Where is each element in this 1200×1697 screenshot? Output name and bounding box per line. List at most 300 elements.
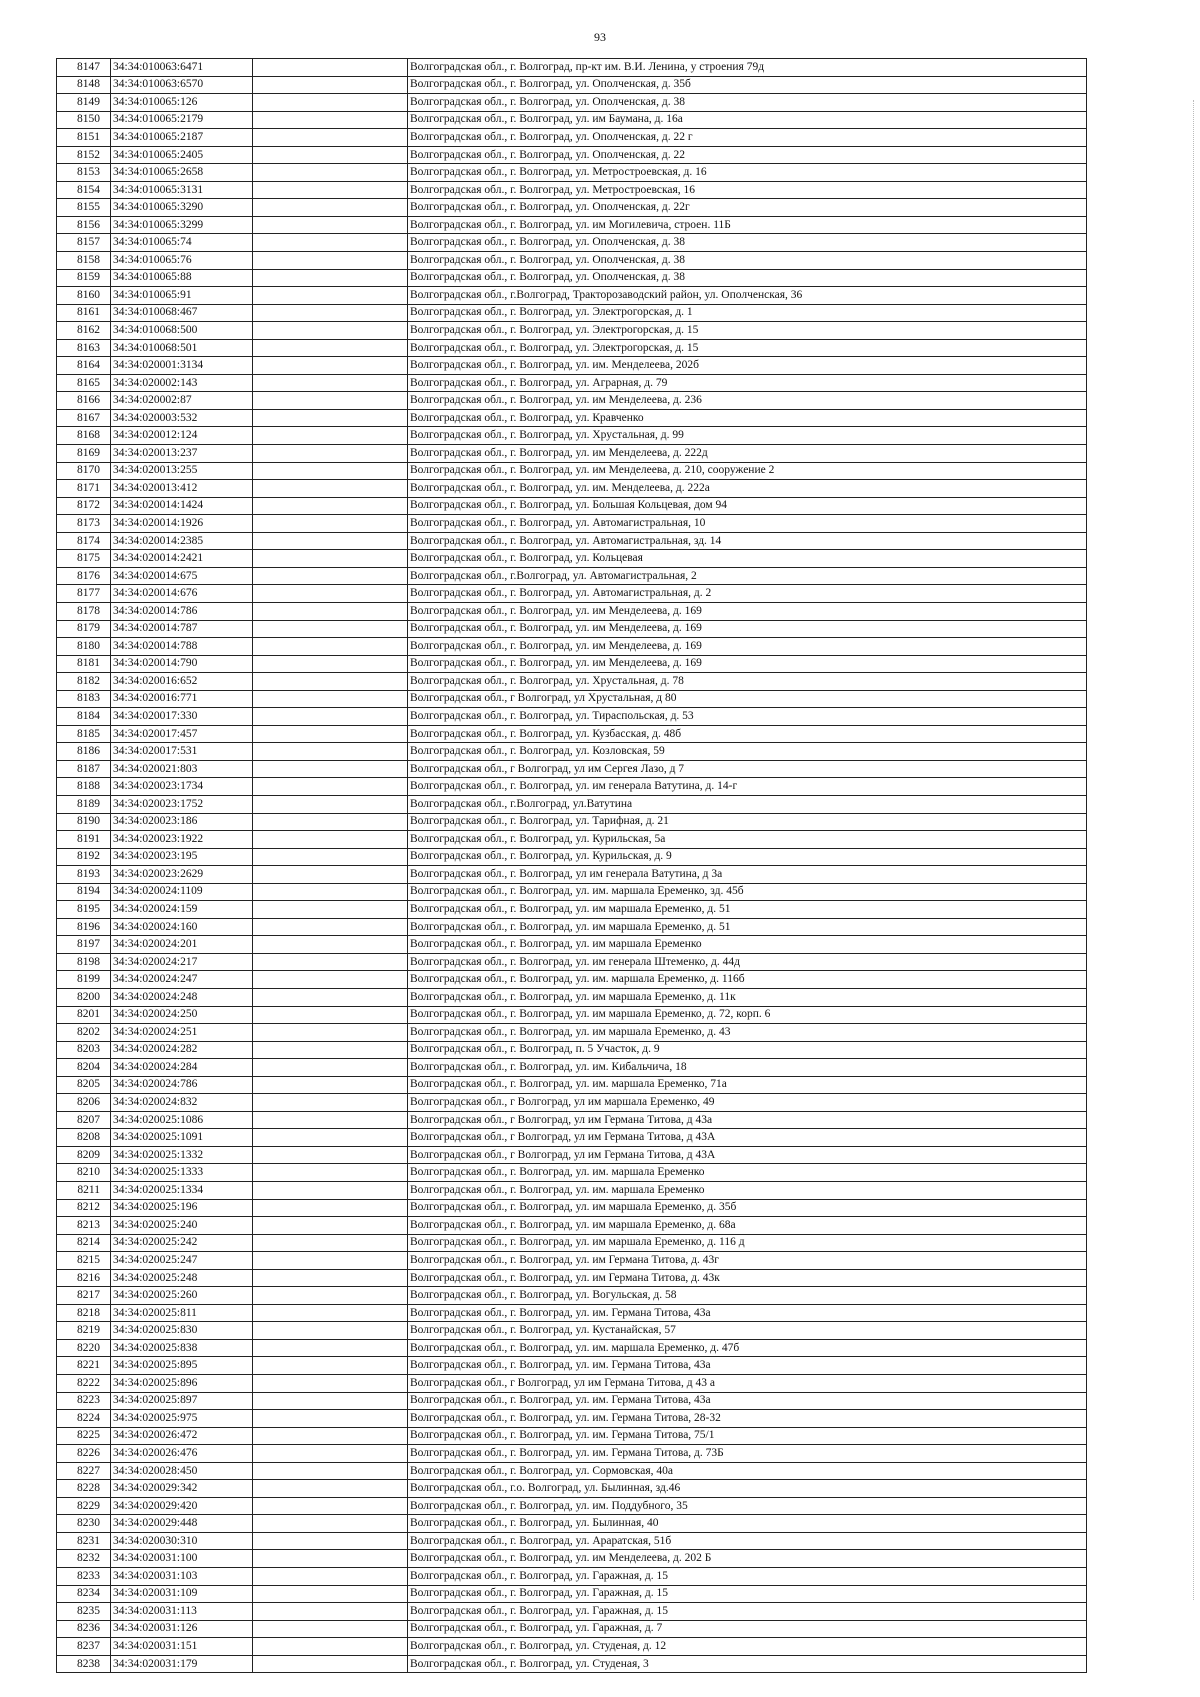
row-number-cell: 8200 bbox=[57, 988, 111, 1006]
address-cell: Волгоградская обл., г. Волгоград, ул. Автомагистральная, зд. 14 bbox=[408, 532, 1087, 550]
address-cell: Волгоградская обл., г. Волгоград, ул. им. Германа Титова, 43а bbox=[408, 1304, 1087, 1322]
row-number-cell: 8203 bbox=[57, 1041, 111, 1059]
address-cell: Волгоградская обл., г. Волгоград, ул. им. маршала Еременко bbox=[408, 1182, 1087, 1200]
table-row bbox=[57, 445, 1087, 463]
cadastral-number-cell: 34:34:020014:2421 bbox=[111, 550, 253, 568]
row-number-cell: 8235 bbox=[57, 1603, 111, 1621]
address-cell: Волгоградская обл., г. Волгоград, ул. им. Германа Титова, 43а bbox=[408, 1357, 1087, 1375]
empty-cell bbox=[253, 743, 408, 761]
row-number-cell: 8196 bbox=[57, 918, 111, 936]
cadastral-number-cell: 34:34:010065:2179 bbox=[111, 111, 253, 129]
table-row bbox=[57, 1129, 1087, 1147]
address-cell: Волгоградская обл., г Волгоград, ул им Сергея Лазо, д 7 bbox=[408, 760, 1087, 778]
empty-cell bbox=[253, 760, 408, 778]
cadastral-number-cell: 34:34:020025:1333 bbox=[111, 1164, 253, 1182]
row-number-cell: 8212 bbox=[57, 1199, 111, 1217]
row-number-cell: 8155 bbox=[57, 199, 111, 217]
row-number-cell: 8160 bbox=[57, 287, 111, 305]
address-cell: Волгоградская обл., г. Волгоград, ул. Кустанайская, 57 bbox=[408, 1322, 1087, 1340]
empty-cell bbox=[253, 532, 408, 550]
empty-cell bbox=[253, 1164, 408, 1182]
cadastral-number-cell: 34:34:020025:247 bbox=[111, 1252, 253, 1270]
table-row bbox=[57, 638, 1087, 656]
cadastral-number-cell: 34:34:020024:786 bbox=[111, 1076, 253, 1094]
empty-cell bbox=[253, 427, 408, 445]
registry-table bbox=[56, 58, 1087, 1673]
address-cell: Волгоградская обл., г. Волгоград, ул. Ополченская, д. 22 г bbox=[408, 129, 1087, 147]
row-number-cell: 8152 bbox=[57, 146, 111, 164]
row-number-cell: 8237 bbox=[57, 1638, 111, 1656]
table-row bbox=[57, 1620, 1087, 1638]
table-row bbox=[57, 795, 1087, 813]
empty-cell bbox=[253, 76, 408, 94]
table-row bbox=[57, 1375, 1087, 1393]
table-row bbox=[57, 1339, 1087, 1357]
empty-cell bbox=[253, 1620, 408, 1638]
row-number-cell: 8166 bbox=[57, 392, 111, 410]
empty-cell bbox=[253, 1252, 408, 1270]
row-number-cell: 8204 bbox=[57, 1059, 111, 1077]
cadastral-number-cell: 34:34:010068:467 bbox=[111, 304, 253, 322]
row-number-cell: 8187 bbox=[57, 760, 111, 778]
cadastral-number-cell: 34:34:020025:975 bbox=[111, 1410, 253, 1428]
empty-cell bbox=[253, 1304, 408, 1322]
empty-cell bbox=[253, 901, 408, 919]
empty-cell bbox=[253, 1339, 408, 1357]
cadastral-number-cell: 34:34:020016:652 bbox=[111, 673, 253, 691]
address-cell: Волгоградская обл., г. Волгоград, ул. им маршала Еременко, д. 35б bbox=[408, 1199, 1087, 1217]
address-cell: Волгоградская обл., г. Волгоград, ул. Автомагистральная, 10 bbox=[408, 515, 1087, 533]
cadastral-number-cell: 34:34:020028:450 bbox=[111, 1462, 253, 1480]
empty-cell bbox=[253, 1111, 408, 1129]
row-number-cell: 8216 bbox=[57, 1269, 111, 1287]
empty-cell bbox=[253, 1024, 408, 1042]
cadastral-number-cell: 34:34:020025:838 bbox=[111, 1339, 253, 1357]
address-cell: Волгоградская обл., г Волгоград, ул им Германа Титова, д 43а bbox=[408, 1111, 1087, 1129]
table-row bbox=[57, 374, 1087, 392]
address-cell: Волгоградская обл., г Волгоград, ул им Германа Титова, д 43А bbox=[408, 1146, 1087, 1164]
table-row bbox=[57, 936, 1087, 954]
empty-cell bbox=[253, 1585, 408, 1603]
row-number-cell: 8156 bbox=[57, 216, 111, 234]
address-cell: Волгоградская обл., г. Волгоград, ул. им маршала Еременко, д. 72, корп. 6 bbox=[408, 1006, 1087, 1024]
empty-cell bbox=[253, 1375, 408, 1393]
table-row bbox=[57, 1322, 1087, 1340]
empty-cell bbox=[253, 1076, 408, 1094]
cadastral-number-cell: 34:34:020025:1332 bbox=[111, 1146, 253, 1164]
table-row bbox=[57, 831, 1087, 849]
row-number-cell: 8224 bbox=[57, 1410, 111, 1428]
row-number-cell: 8162 bbox=[57, 322, 111, 340]
empty-cell bbox=[253, 1287, 408, 1305]
table-row bbox=[57, 1410, 1087, 1428]
address-cell: Волгоградская обл., г Волгоград, ул им маршала Еременко, 49 bbox=[408, 1094, 1087, 1112]
empty-cell bbox=[253, 1392, 408, 1410]
row-number-cell: 8157 bbox=[57, 234, 111, 252]
cadastral-number-cell: 34:34:020031:103 bbox=[111, 1568, 253, 1586]
address-cell: Волгоградская обл., г. Волгоград, ул. Ополченская, д. 38 bbox=[408, 269, 1087, 287]
row-number-cell: 8218 bbox=[57, 1304, 111, 1322]
row-number-cell: 8147 bbox=[57, 59, 111, 77]
address-cell: Волгоградская обл., г. Волгоград, ул. Ополченская, д. 38 bbox=[408, 94, 1087, 112]
table-row bbox=[57, 515, 1087, 533]
empty-cell bbox=[253, 199, 408, 217]
table-row bbox=[57, 708, 1087, 726]
table-row bbox=[57, 1638, 1087, 1656]
row-number-cell: 8185 bbox=[57, 725, 111, 743]
table-row bbox=[57, 1392, 1087, 1410]
address-cell: Волгоградская обл., г. Волгоград, ул. им маршала Еременко, д. 116 д bbox=[408, 1234, 1087, 1252]
cadastral-number-cell: 34:34:010065:3299 bbox=[111, 216, 253, 234]
empty-cell bbox=[253, 1234, 408, 1252]
cadastral-number-cell: 34:34:020014:1424 bbox=[111, 497, 253, 515]
empty-cell bbox=[253, 918, 408, 936]
row-number-cell: 8202 bbox=[57, 1024, 111, 1042]
address-cell: Волгоградская обл., г. Волгоград, ул. им Баумана, д. 16а bbox=[408, 111, 1087, 129]
address-cell: Волгоградская обл., г. Волгоград, ул. им Менделеева, д. 222д bbox=[408, 445, 1087, 463]
address-cell: Волгоградская обл., г.Волгоград, Тракторозаводский район, ул. Ополченская, 36 bbox=[408, 287, 1087, 305]
cadastral-number-cell: 34:34:020025:1334 bbox=[111, 1182, 253, 1200]
table-row bbox=[57, 1550, 1087, 1568]
row-number-cell: 8225 bbox=[57, 1427, 111, 1445]
row-number-cell: 8231 bbox=[57, 1532, 111, 1550]
cadastral-number-cell: 34:34:020024:217 bbox=[111, 953, 253, 971]
empty-cell bbox=[253, 638, 408, 656]
address-cell: Волгоградская обл., г. Волгоград, ул. им генерала Штеменко, д. 44д bbox=[408, 953, 1087, 971]
address-cell: Волгоградская обл., г. Волгоград, ул. Большая Кольцевая, дом 94 bbox=[408, 497, 1087, 515]
row-number-cell: 8236 bbox=[57, 1620, 111, 1638]
row-number-cell: 8164 bbox=[57, 357, 111, 375]
cadastral-number-cell: 34:34:010068:500 bbox=[111, 322, 253, 340]
address-cell: Волгоградская обл., г. Волгоград, ул. им. маршала Еременко, д. 47б bbox=[408, 1339, 1087, 1357]
address-cell: Волгоградская обл., г. Волгоград, ул. им генерала Ватутина, д. 14-г bbox=[408, 778, 1087, 796]
address-cell: Волгоградская обл., г. Волгоград, ул. Электрогорская, д. 15 bbox=[408, 322, 1087, 340]
table-row bbox=[57, 94, 1087, 112]
row-number-cell: 8158 bbox=[57, 252, 111, 270]
address-cell: Волгоградская обл., г. Волгоград, ул. Электрогорская, д. 1 bbox=[408, 304, 1087, 322]
row-number-cell: 8226 bbox=[57, 1445, 111, 1463]
address-cell: Волгоградская обл., г. Волгоград, ул. им. Менделеева, 202б bbox=[408, 357, 1087, 375]
table-row bbox=[57, 357, 1087, 375]
table-row bbox=[57, 673, 1087, 691]
table-row bbox=[57, 1111, 1087, 1129]
address-cell: Волгоградская обл., г. Волгоград, ул. Кравченко bbox=[408, 409, 1087, 427]
cadastral-number-cell: 34:34:020025:811 bbox=[111, 1304, 253, 1322]
cadastral-number-cell: 34:34:020025:895 bbox=[111, 1357, 253, 1375]
cadastral-number-cell: 34:34:010065:2187 bbox=[111, 129, 253, 147]
table-row bbox=[57, 1164, 1087, 1182]
address-cell: Волгоградская обл., г. Волгоград, ул. им Менделеева, д. 169 bbox=[408, 602, 1087, 620]
empty-cell bbox=[253, 953, 408, 971]
cadastral-number-cell: 34:34:020031:100 bbox=[111, 1550, 253, 1568]
cadastral-number-cell: 34:34:020024:282 bbox=[111, 1041, 253, 1059]
row-number-cell: 8188 bbox=[57, 778, 111, 796]
row-number-cell: 8151 bbox=[57, 129, 111, 147]
address-cell: Волгоградская обл., г. Волгоград, ул. им Менделеева, д. 236 bbox=[408, 392, 1087, 410]
cadastral-number-cell: 34:34:020031:151 bbox=[111, 1638, 253, 1656]
empty-cell bbox=[253, 1480, 408, 1498]
table-row bbox=[57, 1515, 1087, 1533]
empty-cell bbox=[253, 497, 408, 515]
cadastral-number-cell: 34:34:020014:2385 bbox=[111, 532, 253, 550]
empty-cell bbox=[253, 725, 408, 743]
cadastral-number-cell: 34:34:020016:771 bbox=[111, 690, 253, 708]
empty-cell bbox=[253, 673, 408, 691]
row-number-cell: 8211 bbox=[57, 1182, 111, 1200]
table-row bbox=[57, 602, 1087, 620]
row-number-cell: 8148 bbox=[57, 76, 111, 94]
address-cell: Волгоградская обл., г. Волгоград, ул. им Могилевича, строен. 11Б bbox=[408, 216, 1087, 234]
empty-cell bbox=[253, 690, 408, 708]
table-row bbox=[57, 725, 1087, 743]
row-number-cell: 8194 bbox=[57, 883, 111, 901]
row-number-cell: 8170 bbox=[57, 462, 111, 480]
table-row bbox=[57, 1427, 1087, 1445]
cadastral-number-cell: 34:34:020024:1109 bbox=[111, 883, 253, 901]
address-cell: Волгоградская обл., г Волгоград, ул им Германа Титова, д 43А bbox=[408, 1129, 1087, 1147]
address-cell: Волгоградская обл., г. Волгоград, ул. им маршала Еременко, д. 51 bbox=[408, 901, 1087, 919]
empty-cell bbox=[253, 1532, 408, 1550]
table-row bbox=[57, 252, 1087, 270]
address-cell: Волгоградская обл., г. Волгоград, ул. Сормовская, 40а bbox=[408, 1462, 1087, 1480]
row-number-cell: 8223 bbox=[57, 1392, 111, 1410]
cadastral-number-cell: 34:34:020013:237 bbox=[111, 445, 253, 463]
address-cell: Волгоградская обл., г. Волгоград, ул. Курильская, д. 9 bbox=[408, 848, 1087, 866]
cadastral-number-cell: 34:34:020014:790 bbox=[111, 655, 253, 673]
address-cell: Волгоградская обл., г. Волгоград, ул. им Германа Титова, д. 43к bbox=[408, 1269, 1087, 1287]
table-row bbox=[57, 988, 1087, 1006]
empty-cell bbox=[253, 1094, 408, 1112]
table-row bbox=[57, 146, 1087, 164]
address-cell: Волгоградская обл., г.Волгоград, ул.Ватутина bbox=[408, 795, 1087, 813]
empty-cell bbox=[253, 585, 408, 603]
table-row bbox=[57, 322, 1087, 340]
table-row bbox=[57, 59, 1087, 77]
cadastral-number-cell: 34:34:010063:6570 bbox=[111, 76, 253, 94]
table-row bbox=[57, 1006, 1087, 1024]
address-cell: Волгоградская обл., г. Волгоград, ул. Тираспольская, д. 53 bbox=[408, 708, 1087, 726]
cadastral-number-cell: 34:34:020013:412 bbox=[111, 480, 253, 498]
row-number-cell: 8190 bbox=[57, 813, 111, 831]
cadastral-number-cell: 34:34:020025:196 bbox=[111, 1199, 253, 1217]
row-number-cell: 8179 bbox=[57, 620, 111, 638]
registry-table-body bbox=[57, 59, 1087, 1673]
address-cell: Волгоградская обл., г. Волгоград, ул. им Менделеева, д. 169 bbox=[408, 655, 1087, 673]
empty-cell bbox=[253, 655, 408, 673]
empty-cell bbox=[253, 883, 408, 901]
address-cell: Волгоградская обл., г. Волгоград, ул. им. маршала Еременко, зд. 45б bbox=[408, 883, 1087, 901]
empty-cell bbox=[253, 1462, 408, 1480]
table-row bbox=[57, 1269, 1087, 1287]
address-cell: Волгоградская обл., г Волгоград, ул Хрустальная, д 80 bbox=[408, 690, 1087, 708]
address-cell: Волгоградская обл., г. Волгоград, ул. Гаражная, д. 15 bbox=[408, 1568, 1087, 1586]
empty-cell bbox=[253, 1217, 408, 1235]
empty-cell bbox=[253, 1603, 408, 1621]
empty-cell bbox=[253, 620, 408, 638]
empty-cell bbox=[253, 146, 408, 164]
address-cell: Волгоградская обл., г. Волгоград, п. 5 Участок, д. 9 bbox=[408, 1041, 1087, 1059]
cadastral-number-cell: 34:34:020014:786 bbox=[111, 602, 253, 620]
row-number-cell: 8197 bbox=[57, 936, 111, 954]
cadastral-number-cell: 34:34:010065:88 bbox=[111, 269, 253, 287]
empty-cell bbox=[253, 462, 408, 480]
address-cell: Волгоградская обл., г. Волгоград, ул. им Менделеева, д. 169 bbox=[408, 638, 1087, 656]
cadastral-number-cell: 34:34:020026:472 bbox=[111, 1427, 253, 1445]
address-cell: Волгоградская обл., г. Волгоград, ул. Метростроевская, 16 bbox=[408, 181, 1087, 199]
address-cell: Волгоградская обл., г. Волгоград, ул им генерала Ватутина, д 3а bbox=[408, 866, 1087, 884]
cadastral-number-cell: 34:34:010065:3290 bbox=[111, 199, 253, 217]
table-row bbox=[57, 585, 1087, 603]
address-cell: Волгоградская обл., г. Волгоград, ул. Гаражная, д. 15 bbox=[408, 1585, 1087, 1603]
table-row bbox=[57, 655, 1087, 673]
row-number-cell: 8171 bbox=[57, 480, 111, 498]
cadastral-number-cell: 34:34:020024:250 bbox=[111, 1006, 253, 1024]
address-cell: Волгоградская обл., г.о. Волгоград, ул. Былинная, зд.46 bbox=[408, 1480, 1087, 1498]
table-row bbox=[57, 1076, 1087, 1094]
row-number-cell: 8229 bbox=[57, 1497, 111, 1515]
cadastral-number-cell: 34:34:020029:342 bbox=[111, 1480, 253, 1498]
table-row bbox=[57, 1568, 1087, 1586]
empty-cell bbox=[253, 1427, 408, 1445]
table-row bbox=[57, 1357, 1087, 1375]
table-row bbox=[57, 234, 1087, 252]
table-row bbox=[57, 392, 1087, 410]
table-row bbox=[57, 1094, 1087, 1112]
row-number-cell: 8209 bbox=[57, 1146, 111, 1164]
table-row bbox=[57, 953, 1087, 971]
table-row bbox=[57, 497, 1087, 515]
empty-cell bbox=[253, 1568, 408, 1586]
empty-cell bbox=[253, 831, 408, 849]
empty-cell bbox=[253, 234, 408, 252]
empty-cell bbox=[253, 1497, 408, 1515]
empty-cell bbox=[253, 515, 408, 533]
row-number-cell: 8191 bbox=[57, 831, 111, 849]
row-number-cell: 8214 bbox=[57, 1234, 111, 1252]
row-number-cell: 8193 bbox=[57, 866, 111, 884]
cadastral-number-cell: 34:34:020014:787 bbox=[111, 620, 253, 638]
cadastral-number-cell: 34:34:020014:788 bbox=[111, 638, 253, 656]
cadastral-number-cell: 34:34:020025:896 bbox=[111, 1375, 253, 1393]
row-number-cell: 8207 bbox=[57, 1111, 111, 1129]
address-cell: Волгоградская обл., г. Волгоград, ул. им маршала Еременко, д. 51 bbox=[408, 918, 1087, 936]
empty-cell bbox=[253, 480, 408, 498]
table-row bbox=[57, 164, 1087, 182]
address-cell: Волгоградская обл., г. Волгоград, ул. им. Германа Титова, 75/1 bbox=[408, 1427, 1087, 1445]
table-row bbox=[57, 216, 1087, 234]
table-row bbox=[57, 1585, 1087, 1603]
address-cell: Волгоградская обл., г. Волгоград, ул. Курильская, 5а bbox=[408, 831, 1087, 849]
address-cell: Волгоградская обл., г. Волгоград, ул. им. Кибальчича, 18 bbox=[408, 1059, 1087, 1077]
address-cell: Волгоградская обл., г. Волгоград, ул. им маршала Еременко, д. 68а bbox=[408, 1217, 1087, 1235]
row-number-cell: 8182 bbox=[57, 673, 111, 691]
cadastral-number-cell: 34:34:020024:159 bbox=[111, 901, 253, 919]
table-row bbox=[57, 567, 1087, 585]
table-row bbox=[57, 339, 1087, 357]
table-row bbox=[57, 1480, 1087, 1498]
page-number: 93 bbox=[594, 30, 606, 44]
empty-cell bbox=[253, 94, 408, 112]
cadastral-number-cell: 34:34:020001:3134 bbox=[111, 357, 253, 375]
table-row bbox=[57, 1217, 1087, 1235]
cadastral-number-cell: 34:34:020023:195 bbox=[111, 848, 253, 866]
empty-cell bbox=[253, 392, 408, 410]
address-cell: Волгоградская обл., г. Волгоград, ул. им. Германа Титова, 43а bbox=[408, 1392, 1087, 1410]
cadastral-number-cell: 34:34:020024:201 bbox=[111, 936, 253, 954]
address-cell: Волгоградская обл., г. Волгоград, ул. им. маршала Еременко, 71а bbox=[408, 1076, 1087, 1094]
row-number-cell: 8206 bbox=[57, 1094, 111, 1112]
empty-cell bbox=[253, 1199, 408, 1217]
table-row bbox=[57, 304, 1087, 322]
cadastral-number-cell: 34:34:010068:501 bbox=[111, 339, 253, 357]
cadastral-number-cell: 34:34:020002:143 bbox=[111, 374, 253, 392]
row-number-cell: 8234 bbox=[57, 1585, 111, 1603]
table-row bbox=[57, 1655, 1087, 1673]
empty-cell bbox=[253, 848, 408, 866]
row-number-cell: 8181 bbox=[57, 655, 111, 673]
empty-cell bbox=[253, 216, 408, 234]
address-cell: Волгоградская обл., г. Волгоград, ул. Былинная, 40 bbox=[408, 1515, 1087, 1533]
empty-cell bbox=[253, 129, 408, 147]
scan-edge-marks bbox=[1191, 100, 1194, 1600]
address-cell: Волгоградская обл., г. Волгоград, пр-кт им. В.И. Ленина, у строения 79д bbox=[408, 59, 1087, 77]
address-cell: Волгоградская обл., г. Волгоград, ул. Ополченская, д. 35б bbox=[408, 76, 1087, 94]
empty-cell bbox=[253, 971, 408, 989]
empty-cell bbox=[253, 1357, 408, 1375]
empty-cell bbox=[253, 813, 408, 831]
table-row bbox=[57, 620, 1087, 638]
table-row bbox=[57, 901, 1087, 919]
table-row bbox=[57, 1462, 1087, 1480]
address-cell: Волгоградская обл., г. Волгоград, ул. им Германа Титова, д. 43г bbox=[408, 1252, 1087, 1270]
row-number-cell: 8172 bbox=[57, 497, 111, 515]
empty-cell bbox=[253, 374, 408, 392]
address-cell: Волгоградская обл., г. Волгоград, ул. Козловская, 59 bbox=[408, 743, 1087, 761]
table-row bbox=[57, 550, 1087, 568]
table-row bbox=[57, 111, 1087, 129]
address-cell: Волгоградская обл., г. Волгоград, ул. Кольцевая bbox=[408, 550, 1087, 568]
row-number-cell: 8154 bbox=[57, 181, 111, 199]
address-cell: Волгоградская обл., г. Волгоград, ул. им Менделеева, д. 202 Б bbox=[408, 1550, 1087, 1568]
address-cell: Волгоградская обл., г. Волгоград, ул. им. Германа Титова, 28-32 bbox=[408, 1410, 1087, 1428]
table-row bbox=[57, 813, 1087, 831]
table-row bbox=[57, 866, 1087, 884]
cadastral-number-cell: 34:34:020017:531 bbox=[111, 743, 253, 761]
address-cell: Волгоградская обл., г. Волгоград, ул. Ополченская, д. 38 bbox=[408, 234, 1087, 252]
row-number-cell: 8213 bbox=[57, 1217, 111, 1235]
address-cell: Волгоградская обл., г. Волгоград, ул. им. Германа Титова, д. 73Б bbox=[408, 1445, 1087, 1463]
row-number-cell: 8227 bbox=[57, 1462, 111, 1480]
table-row bbox=[57, 1234, 1087, 1252]
cadastral-number-cell: 34:34:020017:457 bbox=[111, 725, 253, 743]
cadastral-number-cell: 34:34:010063:6471 bbox=[111, 59, 253, 77]
table-row bbox=[57, 1497, 1087, 1515]
row-number-cell: 8176 bbox=[57, 567, 111, 585]
address-cell: Волгоградская обл., г. Волгоград, ул. Метростроевская, д. 16 bbox=[408, 164, 1087, 182]
cadastral-number-cell: 34:34:010065:74 bbox=[111, 234, 253, 252]
address-cell: Волгоградская обл., г. Волгоград, ул. Гаражная, д. 15 bbox=[408, 1603, 1087, 1621]
empty-cell bbox=[253, 1146, 408, 1164]
table-row bbox=[57, 1532, 1087, 1550]
table-row bbox=[57, 1603, 1087, 1621]
table-row bbox=[57, 409, 1087, 427]
table-row bbox=[57, 1041, 1087, 1059]
empty-cell bbox=[253, 1322, 408, 1340]
cadastral-number-cell: 34:34:020003:532 bbox=[111, 409, 253, 427]
row-number-cell: 8180 bbox=[57, 638, 111, 656]
row-number-cell: 8230 bbox=[57, 1515, 111, 1533]
cadastral-number-cell: 34:34:020013:255 bbox=[111, 462, 253, 480]
